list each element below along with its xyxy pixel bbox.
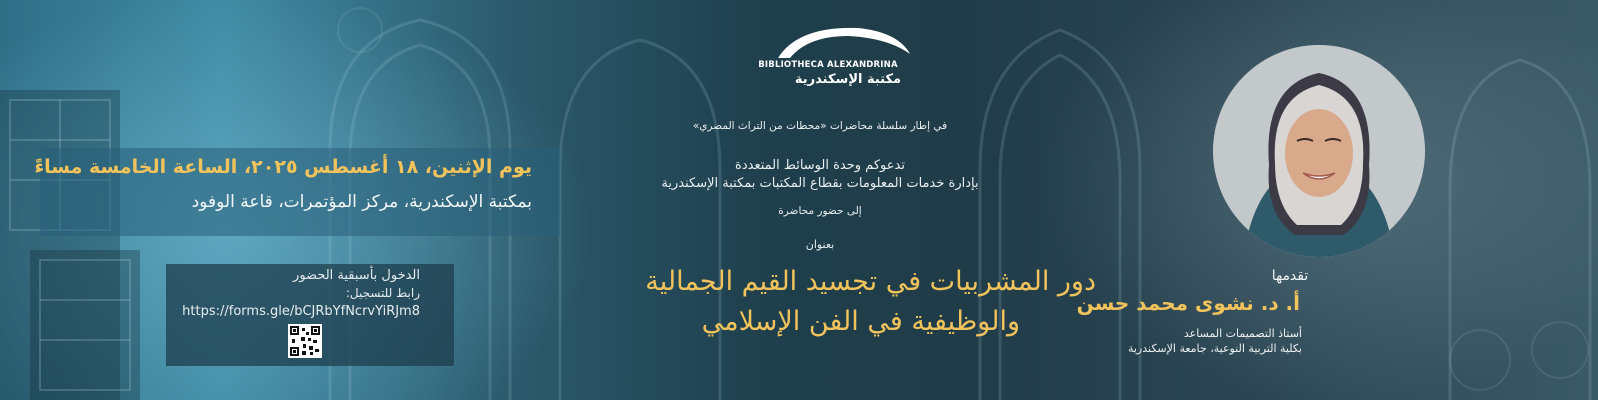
event-date: يوم الإثنين، ١٨ أغسطس ٢٠٢٥، الساعة الخامسة مساءً	[34, 156, 532, 178]
speaker-name: أ. د. نشوى محمد حسن	[1076, 291, 1300, 315]
registration-panel	[166, 264, 454, 366]
speaker-role-line-1: أستاذ التصميمات المساعد	[1183, 327, 1302, 340]
event-venue: بمكتبة الإسكندرية، مركز المؤتمرات، قاعة الوفود	[191, 192, 532, 212]
qr-code-icon[interactable]	[288, 324, 322, 358]
registration-title: الدخول بأسبقية الحضور	[293, 268, 420, 283]
title-intro: بعنوان	[805, 238, 835, 251]
logo-name-ar: مكتبة الإسكندرية	[794, 72, 902, 87]
library-arc-icon	[738, 24, 928, 64]
lecture-series: في إطار سلسلة محاضرات «محطات من التراث المصري»	[692, 120, 948, 132]
date-panel	[34, 148, 560, 236]
speaker-presents: تقدمها	[1271, 268, 1309, 284]
library-logo	[738, 24, 928, 94]
lecture-title-line-1: دور المشربيات في تجسيد القيم الجمالية	[645, 266, 1096, 297]
invitation-line-2: بإدارة خدمات المعلومات بقطاع المكتبات بمكتبة الإسكندرية	[661, 176, 979, 191]
invitation-line-1: تدعوكم وحدة الوسائط المتعددة	[735, 158, 905, 173]
registration-link[interactable]: https://forms.gle/bCJRbYfNcrvYiRJm8	[182, 304, 420, 319]
registration-subtitle: رابط للتسجيل:	[345, 286, 420, 300]
invitation-line-3: إلى حضور محاضرة	[778, 205, 862, 217]
speaker-photo	[1213, 45, 1425, 257]
speaker-role-line-2: بكلية التربية النوعية، جامعة الإسكندرية	[1127, 342, 1302, 355]
logo-name-en: BIBLIOTHECA ALEXANDRINA	[758, 60, 898, 70]
lecture-title-line-2: والوظيفية في الفن الإسلامي	[701, 306, 1020, 337]
